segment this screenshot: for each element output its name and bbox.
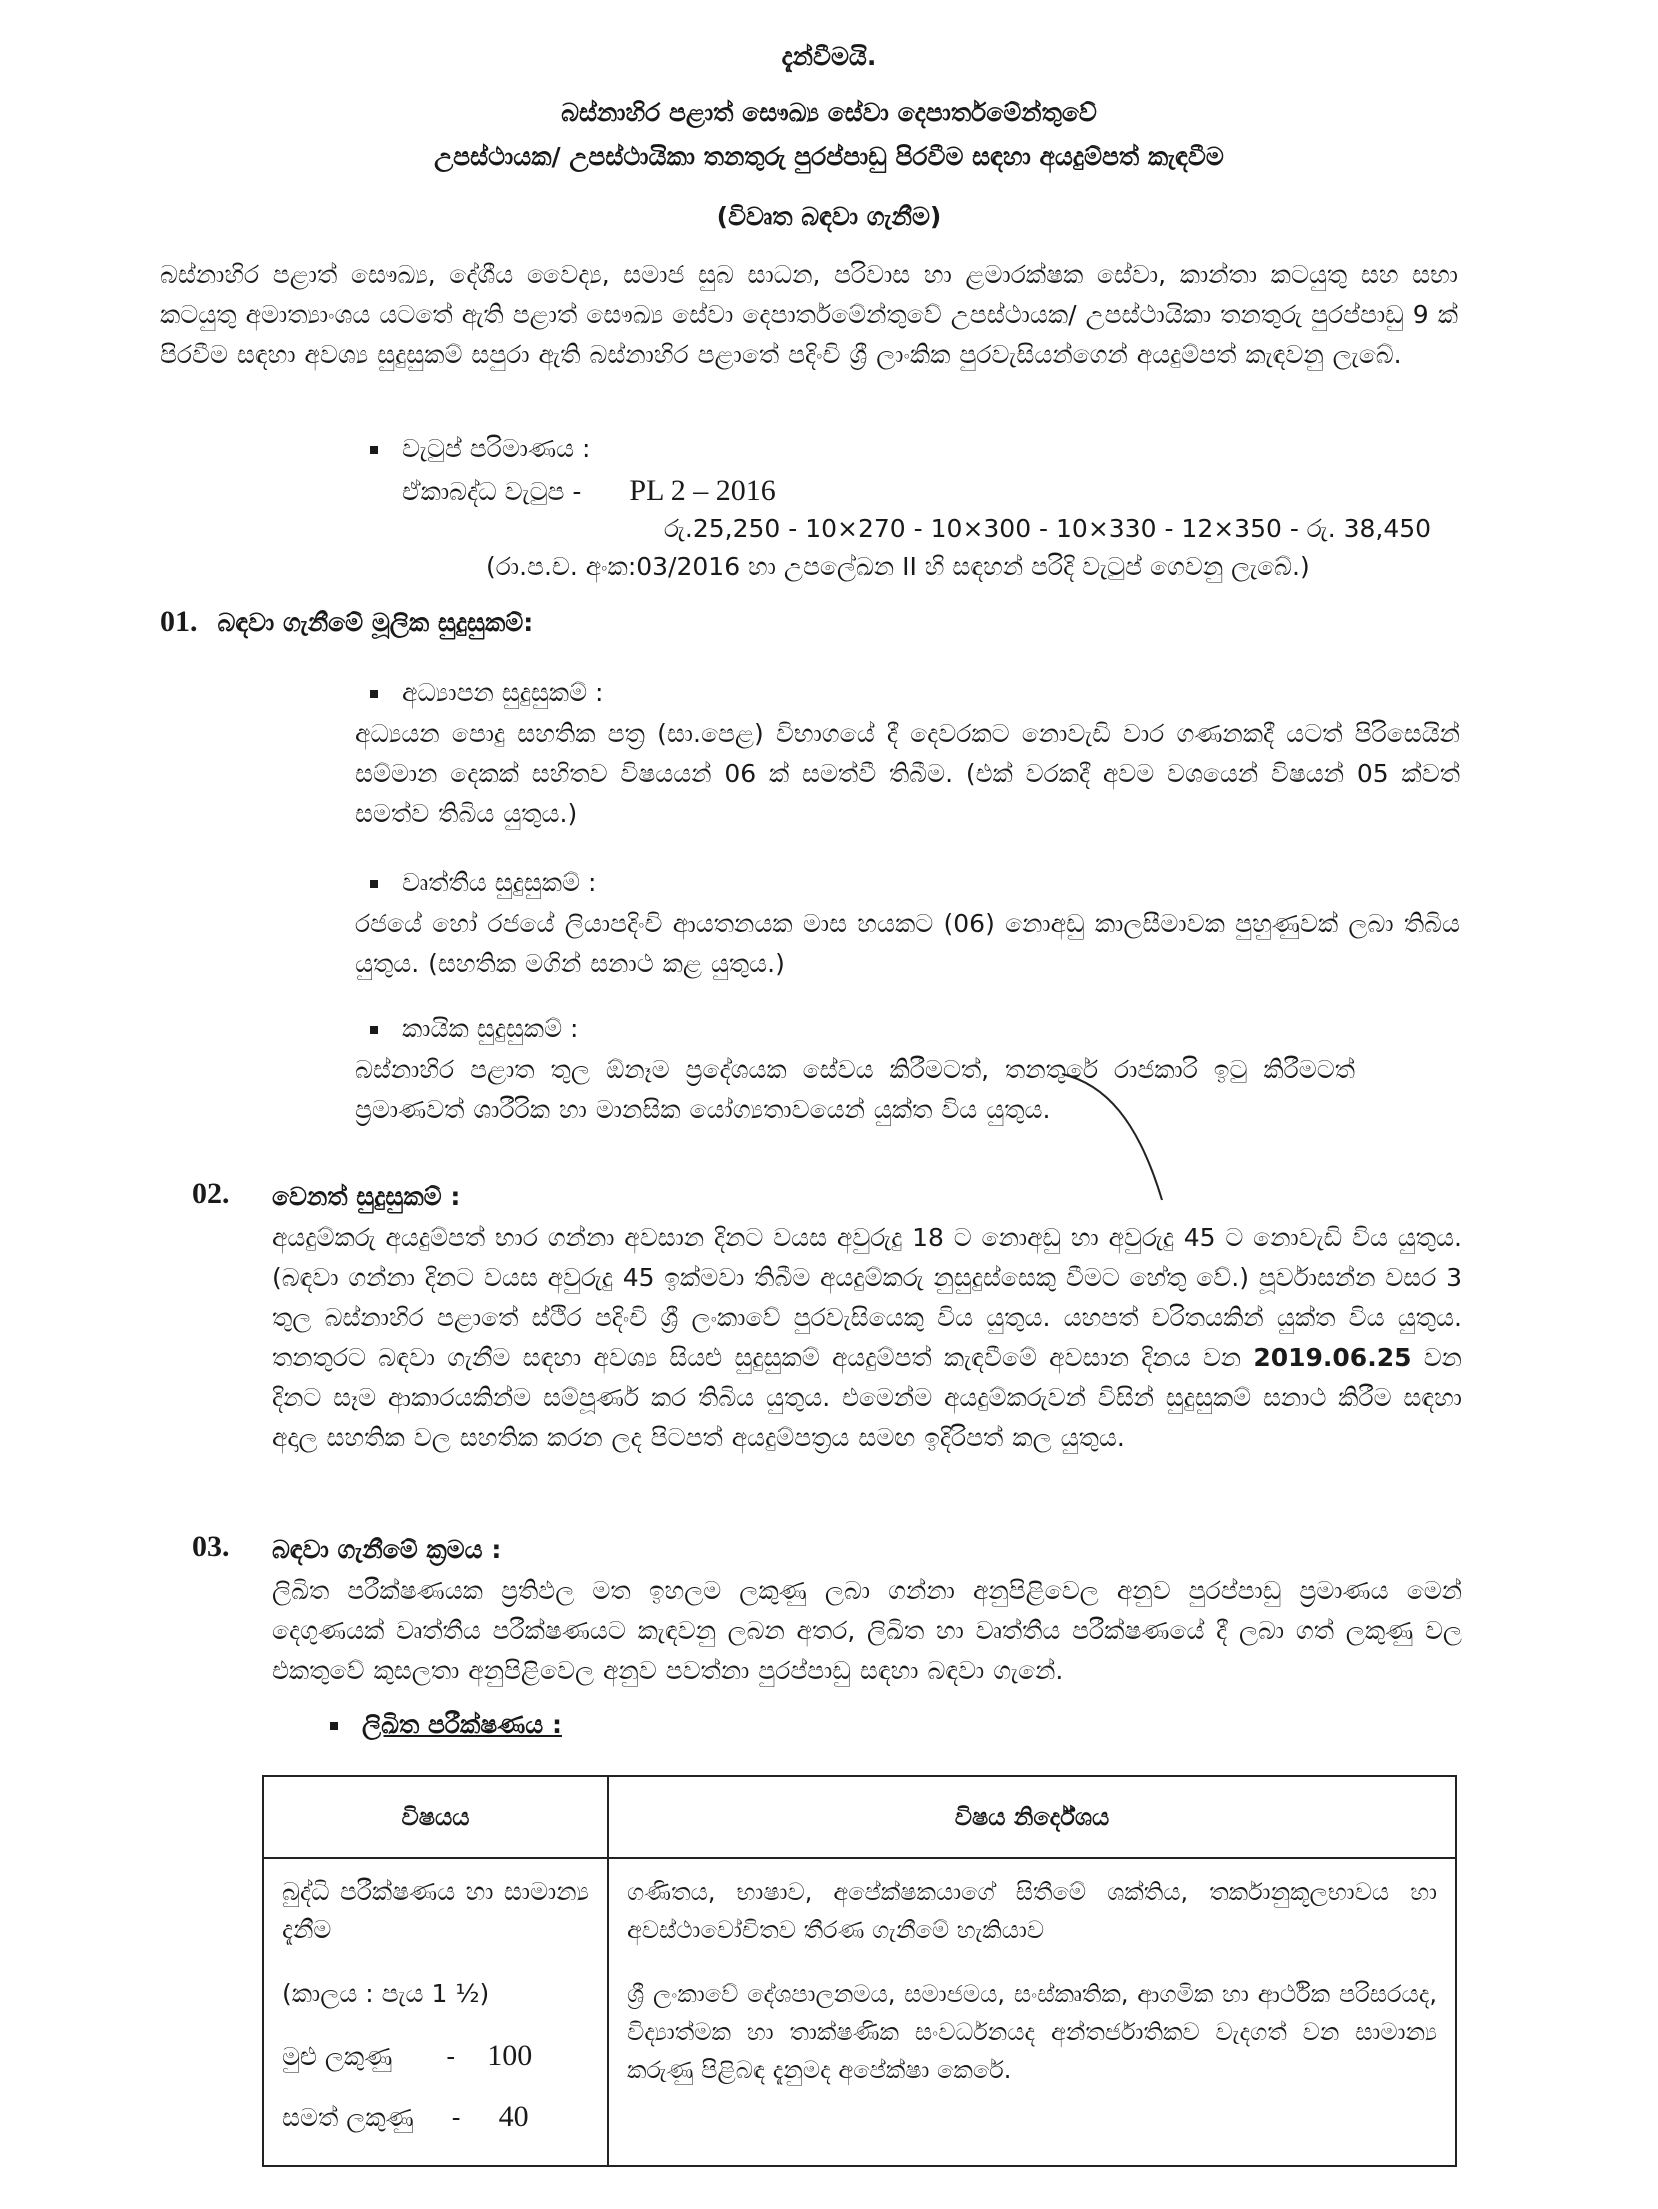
voc-label bbox=[370, 866, 596, 900]
subtitle: (විවෘත බඳවා ගැනීම) bbox=[716, 202, 942, 231]
bullet-icon bbox=[370, 446, 378, 454]
pass-marks-row: සමත් ලකුණු - 40 bbox=[282, 2100, 529, 2133]
total-marks-value: 100 bbox=[487, 2039, 533, 2072]
title-line-1: බස්නාහිර පළාත් සෞඛ්‍ය සේවා දෙපාර්තමේන්තුවේ bbox=[561, 98, 1097, 127]
salary-code: PL 2 – 2016 bbox=[629, 474, 776, 507]
phy-label bbox=[370, 1012, 578, 1046]
table-header-row bbox=[263, 1776, 1456, 1858]
voc-label-text: වෘත්තීය සුදුසුකම් : bbox=[402, 868, 597, 897]
intro-paragraph: බස්නාහිර පළාත් සෞඛ්‍ය, දේශීය වෛද්‍ය, සමාජ සුබ සාධන, පරිවාස හා ළමාරක්ෂක සේවා, කාන්තා කටයුතු සහ සභා කටයුතු අමාත්‍යාංශය යටතේ ඇති පළාත් සෞඛ්‍ය සේවා දෙපාර්තමේන්තුවේ උපස්ථායක/ උපස්ථායිකා තනතුරු පුරප්පාඩු 9 ක් පිරවීම සඳහා අවශ්‍ය සුදුසුකම් සපුරා ඇති බස්නාහිර පළාතේ පදිංචි ශ්‍රී ලාංකික පුරවැසියන්ගෙන් අයදුම්පත් කැඳවනු ලැබේ. bbox=[160, 260, 1458, 369]
salary-label-text: වැටුප් පරිමාණය : bbox=[402, 434, 591, 463]
section-01-title: බඳවා ගැනීමේ මූලික සුදුසුකම්: bbox=[217, 608, 534, 637]
subject-cell bbox=[263, 1858, 608, 2166]
section-03-title: බඳවා ගැනීමේ ක්‍රමය : bbox=[272, 1535, 502, 1564]
pass-marks-label: සමත් ලකුණු bbox=[282, 2103, 414, 2132]
closing-date: 2019.06.25 bbox=[1253, 1343, 1412, 1372]
total-marks-row: මුළු ලකුණු - 100 bbox=[282, 2039, 533, 2072]
section-02-text-part1: අයදුම්කරු අයදුම්පත් භාර ගන්නා අවසාන දිනට වයස අවුරුදු 18 ට නොඅඩු හා අවුරුදු 45 ට නොවැඩි විය යුතුය. (බඳවා ගන්නා දිනට වයස අවුරුදු 45 ඉක්මවා තිබීම අයදුම්කරු නුසුදුස්සෙකු වීමට හේතු වේ.) පූර්වාසන්න වසර 3 තුල බස්නාහිර පළාතේ ස්ථිර පදිංචි ශ්‍රී ලංකාවේ පුරවැසියෙකු විය යුතුය. යහපත් චරිතයකින් යුක්ත විය යුතුය. තනතුරට බඳවා ගැනීම සඳහා අවශ්‍ය සියළු සුදුසුකම් අයදුම්පත් කැඳවීමේ අවසාන දිනය වන bbox=[272, 1223, 1462, 1372]
edu-label bbox=[370, 676, 603, 710]
edu-text: අධ්‍යයන පොදු සහතික පත්‍ර (සා.පෙළ) විභාගයේ දී දෙවරකට නොවැඩි වාර ගණනකදී යටත් පිරිසෙයින් සම්මාන දෙකක් සහිතව විෂයයන් 06 ක් සමත්වී තිබීම. (එක් වරකදී අවම වශයෙන් විෂයන් 05 ක්වත් සමත්ව තිබිය යුතුය.) bbox=[355, 719, 1460, 828]
pen-stroke-mark bbox=[1060, 1070, 1180, 1220]
written-exam-label bbox=[330, 1708, 562, 1742]
phy-text: බස්නාහිර පළාත තුල ඕනෑම ප්‍රදේශයක සේවය කිරීමටත්, තනතුරේ රාජකාරි ඉටු කිරීමටත් ප්‍රමාණවත් ශාරීරික හා මානසික යෝග්‍යතාවයෙන් යුක්ත විය යුතුය. bbox=[355, 1055, 1355, 1124]
bullet-icon bbox=[370, 690, 378, 698]
section-02-number: 02. bbox=[192, 1177, 230, 1210]
phy-label-text: කායික සුදුසුකම් : bbox=[402, 1014, 579, 1043]
title-line-2: උපස්ථායක/ උපස්ථායිකා තනතුරු පුරප්පාඩු පිරවීම සඳහා අයදුම්පත් කැඳවීම bbox=[434, 142, 1224, 171]
notice-heading: දැන්වීමයි. bbox=[781, 42, 877, 71]
salary-code-label: ඒකාබද්ධ වැටුප - bbox=[402, 477, 582, 506]
salary-code-row bbox=[402, 474, 776, 509]
table-row bbox=[263, 1858, 1456, 2166]
subject-name: බුද්ධි පරීක්ෂණය හා සාමාන්‍ය දැනීම bbox=[282, 1877, 589, 1944]
table-header-subject: විෂයය bbox=[263, 1776, 608, 1858]
pass-marks-value: 40 bbox=[498, 2100, 529, 2133]
bullet-icon bbox=[370, 880, 378, 888]
section-02-text bbox=[272, 1218, 1462, 1458]
bullet-icon bbox=[330, 1722, 338, 1730]
bullet-icon bbox=[370, 1026, 378, 1034]
salary-label bbox=[370, 432, 590, 466]
exam-duration: (කාලය : පැය 1 ½) bbox=[282, 1979, 490, 2008]
voc-text: රජයේ හෝ රජයේ ලියාපදිංචි ආයතනයක මාස හයකට (06) නොඅඩු කාලසීමාවක පුහුණුවක් ලබා තිබිය යුතුය. (සහතික මගින් සනාථ කළ යුතුය.) bbox=[355, 909, 1460, 978]
syllabus-table bbox=[262, 1775, 1457, 2167]
salary-scale: රු.25,250 - 10×270 - 10×300 - 10×330 - 12×350 - රු. 38,450 bbox=[664, 514, 1432, 543]
salary-note: (රා.ප.ච. අංක:03/2016 හා උපලේඛන II හි සඳහන් පරිදි වැටුප් ගෙවනු ලැබේ.) bbox=[486, 552, 1310, 581]
table-header-syllabus: විෂය නිර්දේශය bbox=[608, 1776, 1456, 1858]
written-exam-label-text: ලිඛිත පරීක්ෂණය : bbox=[362, 1710, 562, 1739]
section-03-text: ලිඛිත පරීක්ෂණයක ප්‍රතිඵල මත ඉහලම ලකුණු ලබා ගන්නා අනුපිළිවෙල අනුව පුරප්පාඩු ප්‍රමාණය මෙන් දෙගුණයක් වෘත්තීය පරීක්ෂණයට කැඳවනු ලබන අතර, ලිඛිත හා වෘත්තීය පරීක්ෂණයේ දී ලබා ගත් ලකුණු වල එකතුවේ කුසලතා අනුපිළිවෙල අනුව පවත්නා පුරප්පාඩු සඳහා බඳවා ගැනේ. bbox=[272, 1576, 1462, 1685]
section-02-title: වෙනත් සුදුසුකම් : bbox=[272, 1182, 461, 1211]
section-03-number: 03. bbox=[192, 1530, 230, 1563]
total-marks-label: මුළු ලකුණු bbox=[282, 2042, 393, 2071]
section-01-number: 01. bbox=[160, 605, 198, 638]
syllabus-text-1: ගණිතය, භාෂාව, අපේක්ෂකයාගේ සිතීමේ ශක්තිය, තර්කානුකූලභාවය හා අවස්ථාවෝචිතව තීරණ ගැනීමේ හැකියාව bbox=[627, 1878, 1437, 1944]
section-01-heading bbox=[160, 605, 533, 640]
syllabus-cell bbox=[608, 1858, 1456, 2166]
syllabus-text-2: ශ්‍රී ලංකාවේ දේශපාලනමය, සමාජමය, සංස්කෘතික, ආගමික හා ආර්ථික පරිසරයද, විද්‍යාත්මක හා තාක්ෂණික සංවර්ධනයද අන්තර්ජාතිකව වැදගත් වන සාමාන්‍ය කරුණු පිළිබඳ දැනුමද අපේක්ෂා කෙරේ. bbox=[627, 1980, 1437, 2084]
section-02-text-part2: වන දිනට සෑම ආකාරයකින්ම සම්පූර්ණ කර තිබිය යුතුය. එමෙන්ම අයදුම්කරුවන් විසින් සුදුසුකම් සනාථ කිරීම සඳහා අදාල සහතික වල සහතික කරන ලද පිටපත් අයදුම්පත්‍රය සමඟ ඉදිරිපත් කල යුතුය. bbox=[272, 1343, 1462, 1452]
edu-label-text: අධ්‍යාපන සුදුසුකම් : bbox=[402, 678, 604, 707]
